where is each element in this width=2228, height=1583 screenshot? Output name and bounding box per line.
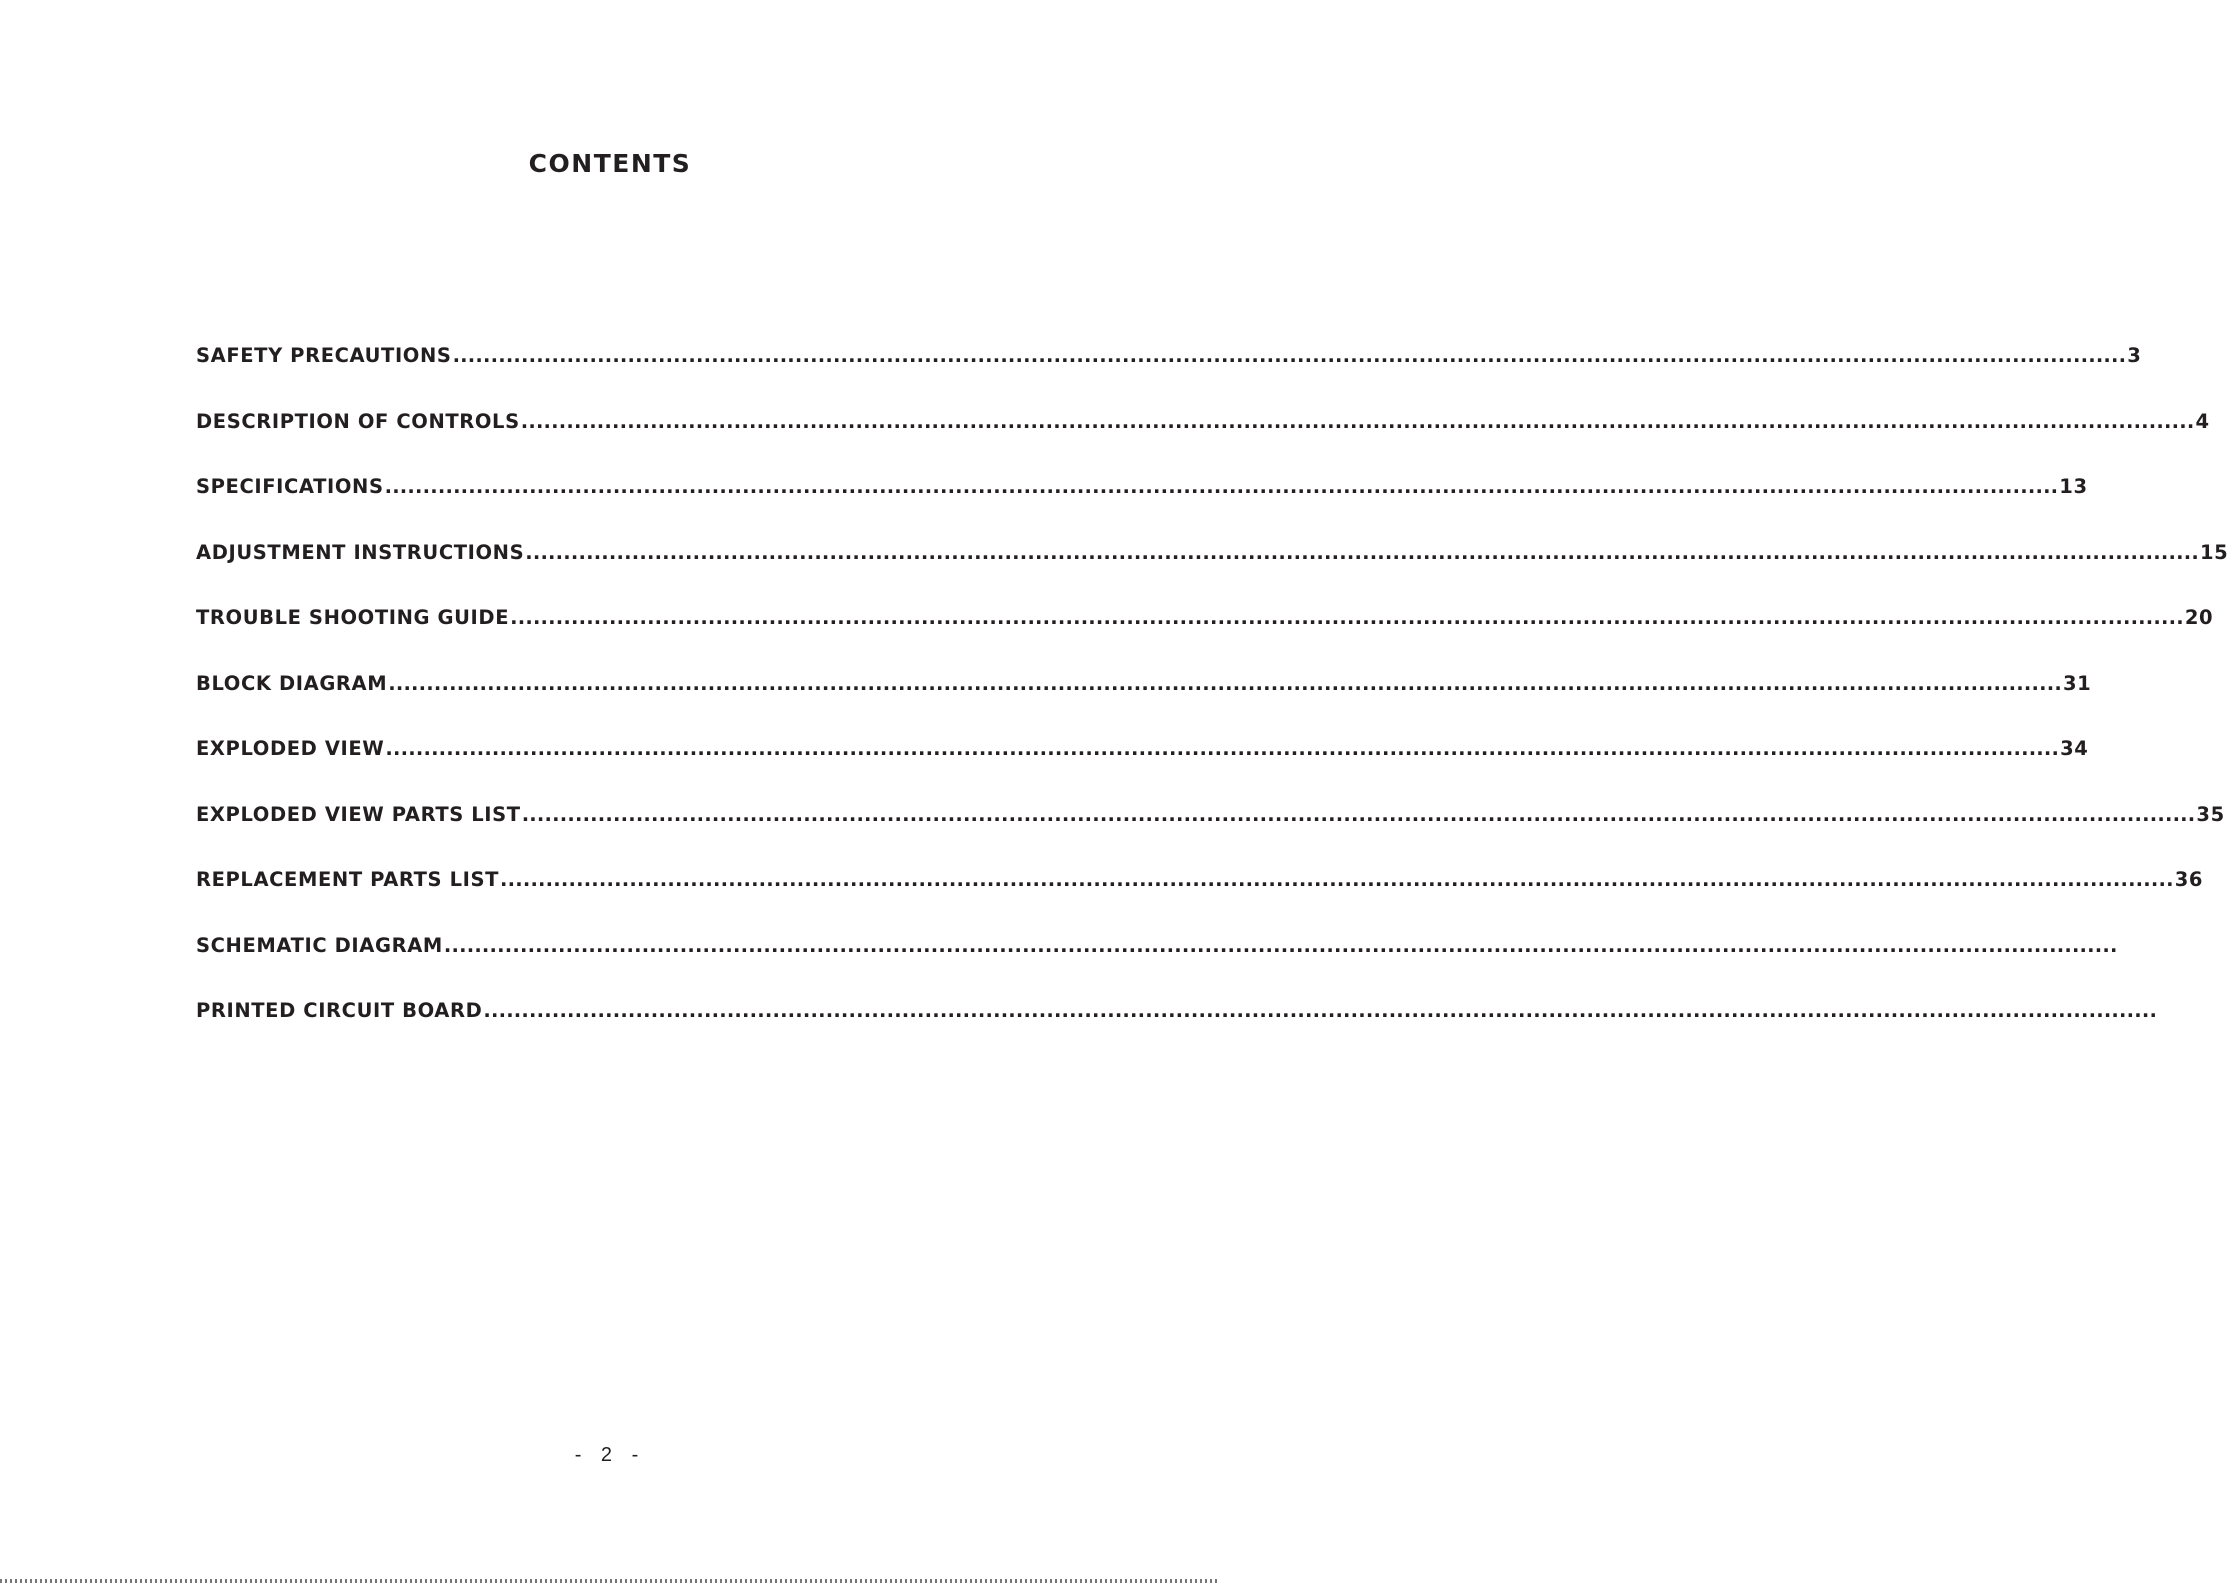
toc-entry-page: 31 <box>2062 671 2092 695</box>
toc-entry-page: 34 <box>2060 737 2089 760</box>
dot-leader: ............................................................................................................................................................................................................................ <box>525 540 2199 564</box>
toc-entry[interactable] <box>196 933 2118 999</box>
toc-entry[interactable] <box>196 736 2089 802</box>
dot-leader: ............................................................................................................................................................................................................................ <box>521 802 2196 826</box>
toc-entry-label: SCHEMATIC DIAGRAM <box>196 933 443 957</box>
toc-entry-page: 13 <box>2059 475 2088 498</box>
toc-entry-page: 35 <box>2196 802 2225 826</box>
table-of-contents <box>196 343 2228 1064</box>
dot-leader: ............................................................................................................................................................................................................................ <box>388 671 2062 695</box>
toc-entry-label: DESCRIPTION OF CONTROLS <box>196 409 520 433</box>
toc-entry-page: 3 <box>2127 344 2142 367</box>
toc-entry-label: SAFETY PRECAUTIONS <box>196 344 452 367</box>
toc-entry[interactable] <box>196 867 2204 933</box>
dot-leader: ............................................................................................................................................................................................................................ <box>443 933 2118 957</box>
toc-entry[interactable] <box>196 671 2092 737</box>
page-title: CONTENTS <box>528 149 692 178</box>
dot-leader: ............................................................................................................................................................................................................................ <box>452 344 2127 367</box>
toc-entry-label: PRINTED CIRCUIT BOARD <box>196 999 483 1022</box>
toc-entry-page: 4 <box>2195 409 2210 433</box>
scan-edge-divider <box>0 1579 1220 1583</box>
toc-entry[interactable] <box>196 540 2228 606</box>
dot-leader: ............................................................................................................................................................................................................................ <box>500 868 2174 891</box>
toc-entry-label: TROUBLE SHOOTING GUIDE <box>196 606 510 629</box>
toc-entry[interactable] <box>196 474 2088 540</box>
toc-entry-label: REPLACEMENT PARTS LIST <box>196 868 500 891</box>
toc-entry[interactable] <box>196 605 2214 671</box>
toc-entry-page: 20 <box>2184 606 2214 629</box>
toc-entry[interactable] <box>196 802 2225 868</box>
dot-leader: ............................................................................................................................................................................................................................ <box>510 606 2184 629</box>
dot-leader: ............................................................................................................................................................................................................................ <box>385 737 2060 760</box>
toc-entry-page: 15 <box>2199 540 2228 564</box>
toc-entry-label: EXPLODED VIEW <box>196 737 385 760</box>
toc-entry-label: BLOCK DIAGRAM <box>196 671 388 695</box>
toc-entry[interactable] <box>196 343 2142 409</box>
toc-entry[interactable] <box>196 409 2210 475</box>
page-number: - 2 - <box>574 1444 646 1466</box>
toc-entry-label: SPECIFICATIONS <box>196 475 384 498</box>
toc-entry-label: ADJUSTMENT INSTRUCTIONS <box>196 540 525 564</box>
dot-leader: ............................................................................................................................................................................................................................ <box>384 475 2059 498</box>
toc-entry[interactable] <box>196 998 2158 1064</box>
dot-leader: ............................................................................................................................................................................................................................ <box>483 999 2158 1022</box>
toc-entry-page: 36 <box>2174 868 2204 891</box>
toc-entry-label: EXPLODED VIEW PARTS LIST <box>196 802 521 826</box>
dot-leader: ............................................................................................................................................................................................................................ <box>520 409 2195 433</box>
